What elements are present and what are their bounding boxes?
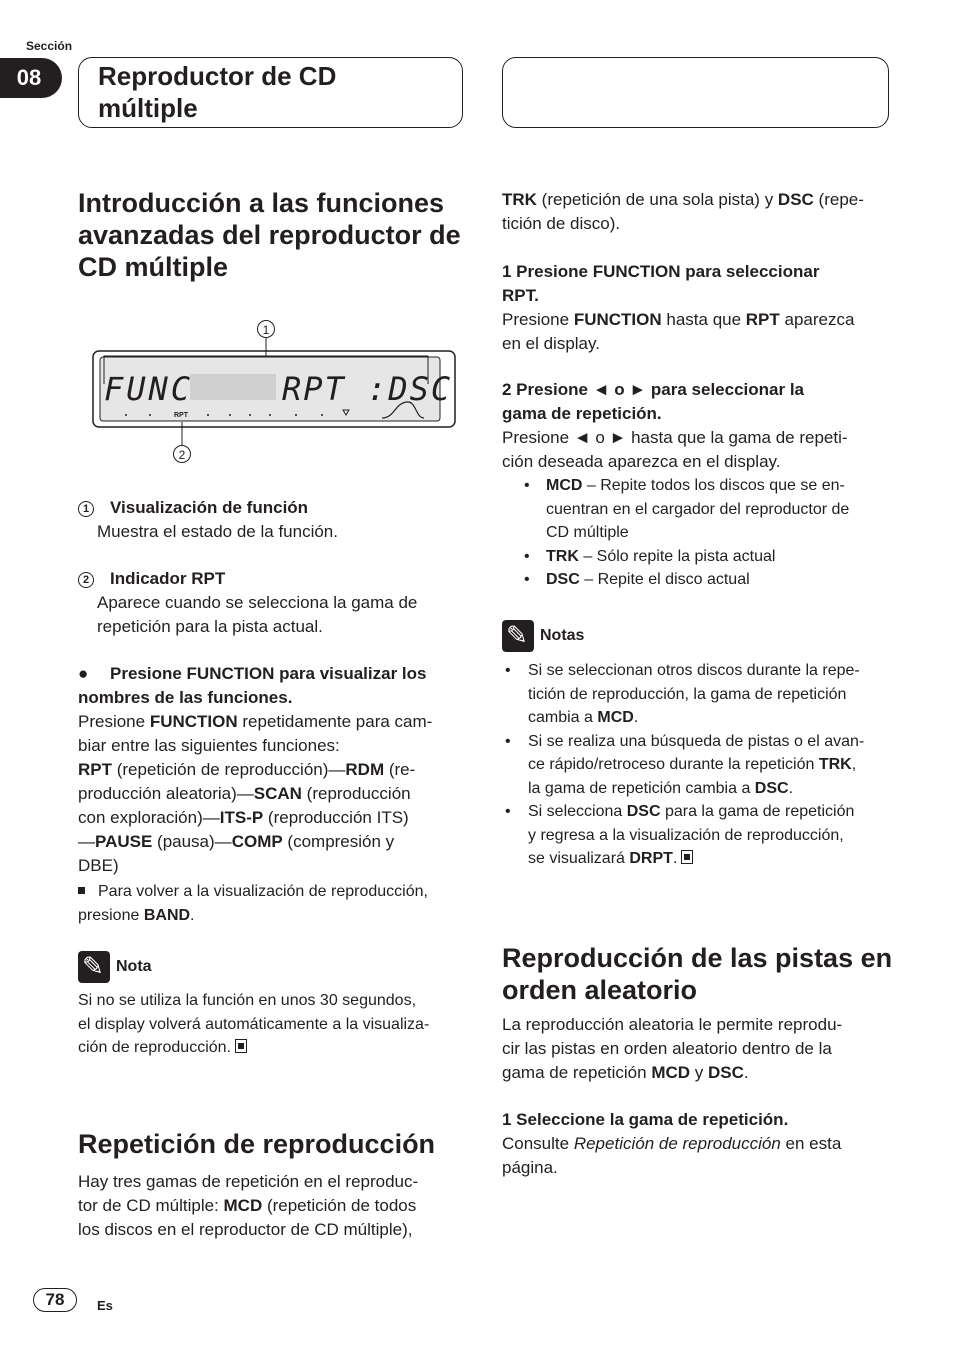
random-heading: Reproducción de las pistas en orden aleatorio [502,943,893,1005]
random-step-1: 1 Seleccione la gama de repetición. Consulte Repetición de reproducción en esta página. [502,1110,842,1177]
item-desc: Muestra el estado de la función. [97,522,338,541]
item-desc-line: repetición para la pista actual. [97,617,323,636]
pencil-icon [502,620,534,652]
item-title: Visualización de función [110,498,309,517]
header-empty-box [502,57,889,128]
display-text-rpt-dsc: RPT :DSC [282,370,453,408]
function-step: ● Presione FUNCTION para visualizar los nombres de las funciones. Presione FUNCTION repetidamente para cam- biar entre las siguientes funciones: RPT (repetición de reproducción)—RDM (re- producción aleatoria)—SCAN (reproducción con exploración)—ITS-P (reproducción ITS) —PAUSE (pausa)—COMP (compresión y DBE) Para volver a la visualización de reproducción, presione BAND. [78,662,473,927]
item-desc-line: Aparece cuando se selecciona la gama de [97,593,418,612]
step-bullet: ● [78,664,89,683]
display-item-1 [78,496,468,544]
list-item: • Si se realiza una búsqueda de pistas o el avan- ce rápido/retroceso durante la repetición TRK, la gama de repetición cambia a DSC. [505,732,865,797]
repeat-step-2: 2 Presione ◄ o ► para seleccionar la gama de repetición. Presione ◄ o ► hasta que la gama de repeti- ción deseada aparezca en el display. [502,380,848,471]
list-item: • TRK – Sólo repite la pista actual [524,547,776,565]
callout-1-number: 1 [262,323,270,337]
note-text: Si no se utiliza la función en unos 30 segundos, el display volverá automáticamente a la visualiza- ción de reproducción. [78,992,430,1056]
note-label: Nota [116,958,152,975]
repeat-intro-continued: TRK (repetición de una sola pista) y DSC (repe- tición de disco). [502,190,864,233]
callout-2-number: 2 [178,448,186,462]
pencil-icon [78,951,110,983]
step-title-line: Presione FUNCTION para visualizar los [110,664,427,683]
item-number: 2 [78,572,94,588]
list-item: • DSC – Repite el disco actual [524,571,750,588]
notes-list [502,659,897,871]
step-title-line: nombres de las funciones. [78,688,293,707]
display-text-func: FUNC [104,370,194,408]
intro-heading: Introducción a las funciones avanzadas del reproductor de CD múltiple [78,188,461,282]
cd-display-illustration [90,314,460,469]
repeat-step-1: 1 Presione FUNCTION para seleccionar RPT. Presione FUNCTION hasta que RPT aparezca en el display. [502,262,855,353]
note-header [78,951,152,983]
section-number-badge: 08 [0,58,62,98]
repeat-heading: Repetición de reproducción [78,1129,436,1159]
repeat-options-list [502,474,897,592]
display-item-2 [78,567,468,639]
section-label: Sección [26,39,73,53]
end-mark-icon [681,850,693,864]
item-number: 1 [78,501,94,517]
notes-label: Notas [540,627,585,644]
language-code: Es [97,1298,113,1313]
item-title: Indicador RPT [110,569,226,588]
unlit-segments [190,374,276,400]
square-bullet-icon [78,887,85,894]
notes-header [502,620,584,652]
repeat-intro: Hay tres gamas de repetición en el reproduc- tor de CD múltiple: MCD (repetición de todos los discos en el reproductor de CD múltiple), [78,1172,419,1239]
header-title: Reproductor de CD múltiple [98,61,337,123]
end-mark-icon [235,1039,247,1053]
list-item: • Si selecciona DSC para la gama de repetición y regresa a la visualización de reproducción, se visualizará DRPT. [505,803,855,867]
random-intro: La reproducción aleatoria le permite reprodu- cir las pistas en orden aleatorio dentro de la gama de repetición MCD y DSC. [502,1015,843,1082]
list-item: • MCD – Repite todos los discos que se en- cuentran en el cargador del reproductor de CD múltiple [524,477,850,541]
list-item: • Si se seleccionan otros discos durante la repe- tición de reproducción, la gama de repetición cambia a MCD. [505,662,860,726]
rpt-indicator: RPT [174,412,188,419]
page-number: 78 [33,1288,77,1312]
